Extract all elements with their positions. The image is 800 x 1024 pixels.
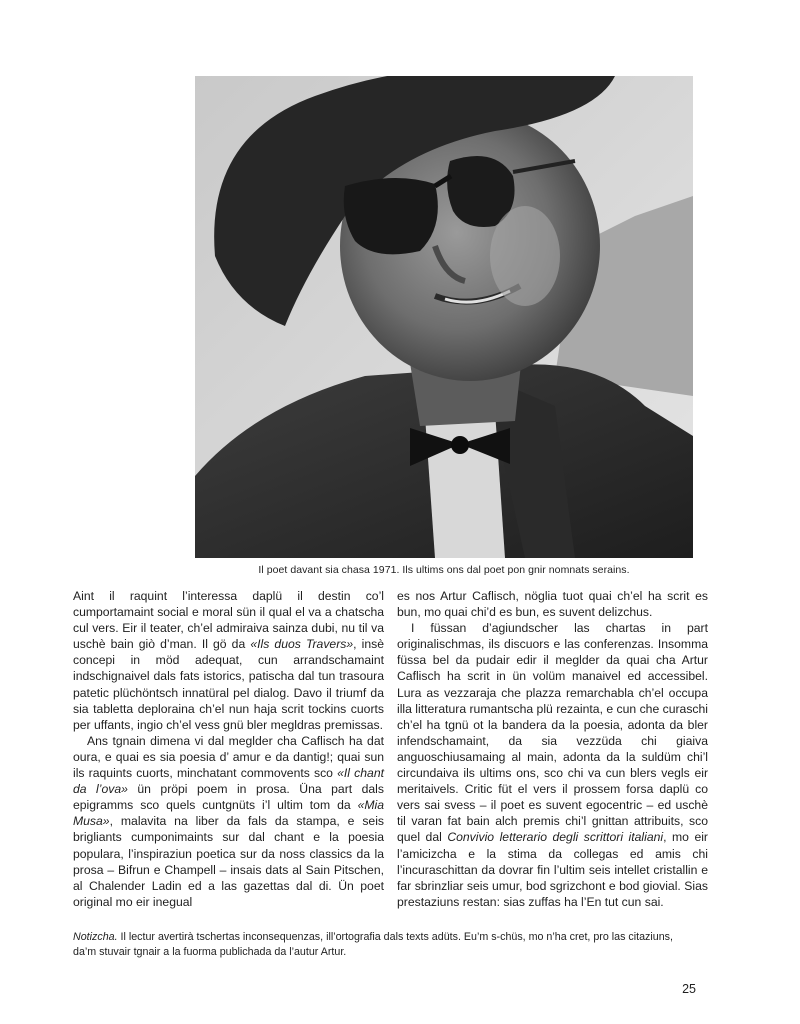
title-italic: Convivio letterario degli scrittori italiani xyxy=(447,830,664,845)
text-run: es nos Artur Caflisch, nöglia tuot quai ch’el ha scrit es bun, mo quai chi’d es bun, es suvent delizchus. xyxy=(397,589,708,620)
photo-caption: Il poet davant sia chasa 1971. Ils ultims ons dal poet pon gnir nomnats serains. xyxy=(258,564,630,576)
text-run: , insè concepi in möd adequat, cun arrandschamaint indschignaivel dals fats istorics, patischa dal tun trasoura patetic plüchöntsch innatüral pel dialog. Davo il triumf da sia tabletta deploraina ch’el nun haja scrit tockins cuorts per uffants, ingio ch’el vess gnü bler megldras premissas. xyxy=(73,637,384,732)
title-italic: «Mia Musa» xyxy=(73,798,384,829)
footnote-label: Notizcha. xyxy=(73,931,118,943)
left-column xyxy=(73,588,384,910)
paragraph xyxy=(397,620,708,910)
text-run: , mo eir l’amicizcha e la stima da collegas ed amis chi l’incuraschittan da dovrar fin l’ultim seis intellet cristallin e far sbrinzliar seis umur, bod sgrizchont e bod giovial. Sias prestaziuns restan: sias zuffas ha l’En tut cun sai. xyxy=(397,830,708,909)
footnote xyxy=(73,930,696,960)
text-run: , malavita na liber da fals da stampa, e seis brigliants cumponimaints sur dal chant e la poesia populara, l’inspiraziun poetica sur da noss classics da la prosa – Bifrun e Champell – insais dats al Sain Pitschen, al Chalender Ladin ed a las gazettas dal di. Ün poet original mo eir inegual xyxy=(73,814,384,909)
text-run: Ans tgnain dimena vi dal meglder cha Caflisch ha dat oura, e quai es sia poesia d’ amur e da dantig!; quai sun ils raquints cuorts, minchatant commovents sco xyxy=(73,733,384,781)
text-run: Aint il raquint l’interessa daplü il destin co’l cumportamaint social e moral sün il qual el va a chatscha cul vers. Eir il teater, ch’el admiraiva sainza dubi, nu til va uschè bain giò d’man. Il gö da xyxy=(73,589,384,652)
paragraph xyxy=(73,588,384,733)
footnote-text: Il lectur avertirà tschertas inconsequenzas, ill’ortografia dals texts adüts. Eu’m s-chüs, mo n’ha cret, pro las citaziuns, da’m stuvair tgnair a la fuorma publichada da l’autur Artur. xyxy=(73,931,673,958)
title-italic: «Il chant da l’ova» xyxy=(73,766,384,797)
text-run: ün pröpi poem in prosa. Üna part dals epigramms sco quels cuntgnüts i’l ultim tom da xyxy=(73,782,384,813)
portrait-photo-image xyxy=(195,76,693,558)
text-run: I füssan d’agiundscher las chartas in part originalischmas, ils discuors e las conferenzas. Insomma füssa bel da pudair edir il meglder da quai cha Artur Caflisch ha scrit in ün volüm manaivel ed accessibel. Lura as vezzaraja che plazza remarchabla ch’el occupa illa litteratura rumantscha plü rezainta, e cun che curaschi ch’el ha tgnü ot la bandera da la poesia, adonta da bler infendschamaint, da sia vezzüda chi giaiva anguoschiusamaing al main, adonta da la suldüm chi’l circundaiva ils ultims ons, sco chi va cun blers vegls eir meritaivels. Critic füt el vers il prossem forsa daplü co vers sai svess – il poet es suvent egocentric – ed uschè til varan fat bain alch premis chi’l gnittan attribuits, sco quel dal xyxy=(397,621,708,845)
portrait-photo xyxy=(195,76,693,558)
paragraph xyxy=(397,588,708,620)
title-italic: «Ils duos Travers» xyxy=(250,637,354,652)
right-column xyxy=(397,588,708,910)
paragraph xyxy=(73,733,384,910)
page-number: 25 xyxy=(682,982,696,996)
